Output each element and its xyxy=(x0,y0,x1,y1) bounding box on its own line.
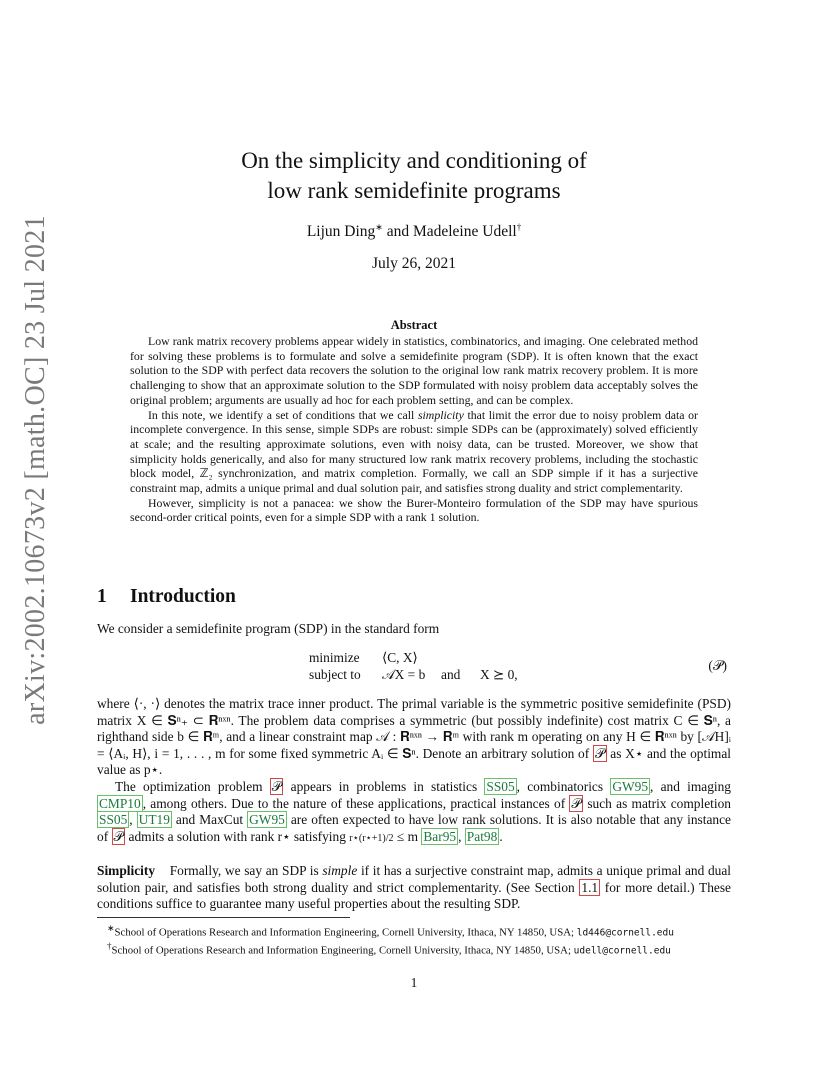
intro-p3-text-m: . xyxy=(499,828,503,844)
citation-gw95[interactable]: GW95 xyxy=(612,778,649,794)
citation-ss05[interactable]: SS05 xyxy=(99,812,128,828)
section-ref-link[interactable]: 1.1 xyxy=(581,879,599,895)
eq-subject-to-label: subject to xyxy=(309,667,361,682)
footnote-1-text: School of Operations Research and Information Engineering, Cornell University, Ithaca, NY 14850, USA; xyxy=(114,926,575,939)
date: July 26, 2021 xyxy=(372,255,456,272)
simplicity-text-b: if it has a surjective constraint map, admits a unique primal and dual solution pair, and satisfies both strong duality and strict complementarity. (See Section xyxy=(97,863,731,895)
intro-p2-text-a: where ⟨·, ·⟩ denotes the matrix trace inner product. The primal variable is the symmetric positive semidefinite (PSD) matrix X ∈ 𝐒ⁿ₊ ⊂ 𝐑ⁿˣⁿ. The problem data comprises a symmetric (but possibly indefinite) cost matrix C ∈ 𝐒ⁿ, a righthand side b ∈ 𝐑ᵐ, and a linear constraint map 𝒜 : 𝐑ⁿˣⁿ → 𝐑ᵐ with rank m operating on any H ∈ 𝐑ⁿˣⁿ by [𝒜H]ᵢ = ⟨Aᵢ, H⟩, i = 1, . . . , m for some fixed symmetric Aᵢ ∈ 𝐒ⁿ. Denote an arbitrary solution of xyxy=(97,696,731,761)
section-number: 1 xyxy=(97,586,107,607)
intro-p3-text-b: appears in problems in statistics xyxy=(283,778,485,794)
paper-title xyxy=(150,146,678,206)
section-heading xyxy=(97,586,737,608)
simplicity-emphasis: simple xyxy=(322,863,358,878)
author-1-mark: ∗ xyxy=(375,222,383,232)
author-2-mark: † xyxy=(516,222,522,232)
intro-p3-text-a: The optimization problem xyxy=(115,778,270,794)
intro-p3-text-c: , combinatorics xyxy=(516,778,611,794)
intro-p3-text-k: ≤ m xyxy=(393,828,422,844)
intro-p3-text-g: , xyxy=(129,812,137,828)
citation-pat98[interactable]: Pat98 xyxy=(466,828,498,844)
intro-p3-text-l: , xyxy=(458,828,465,844)
abstract-paragraph-1: Low rank matrix recovery problems appear widely in statistics, combinatorics, and imaging. One celebrated method for solving these problems is to formulate and solve a semidefinite program (SDP). It is often known that the exact solution to the SDP with perfect data recovers the solution to the original low rank matrix recovery problem. It is more challenging to show that an approximate solution to the SDP formulated with noisy problem data acceptably solves the original problem; arguments are usually ad hoc for each problem setting, and can be complex. xyxy=(130,334,698,407)
problem-ref-link[interactable]: 𝒫 xyxy=(271,778,282,794)
abstract-p2-text-b: that limit the error due to noisy problem data or incomplete convergence. In this sense, simple SDPs are robust: simple SDPs can be (approximately) solved efficiently at scale; and the resulting approximate solutions, even with noisy data, can be trusted. Moreover, we show that simplicity holds generically, and also for many structured low rank matrix recovery problems, including the stochastic block model, ℤ₂ synchronization, and matrix completion. Formally, we call an SDP simple if it has a surjective constraint map, admits a unique primal and dual solution pair, and satisfies strong duality and strict complementarity. xyxy=(130,407,698,496)
intro-paragraph-2 xyxy=(97,696,731,847)
citation-ss05[interactable]: SS05 xyxy=(486,778,515,794)
eq-and: and xyxy=(441,667,461,682)
abstract-p2-text-a: In this note, we identify a set of conditions that we call xyxy=(148,407,418,422)
footnotes xyxy=(97,922,731,958)
footnote-rule xyxy=(97,917,350,918)
footnote-1-mark: ∗ xyxy=(107,923,115,933)
footnote-1 xyxy=(97,922,731,940)
title-line-2: low rank semidefinite programs xyxy=(267,178,561,203)
problem-ref-link[interactable]: 𝒫 xyxy=(113,828,124,844)
arxiv-sidebar xyxy=(16,215,56,725)
abstract-paragraph-2 xyxy=(130,408,698,496)
citation-cmp10[interactable]: CMP10 xyxy=(99,795,141,811)
footnote-2-mark: † xyxy=(107,940,112,951)
eq-constraint-1: 𝒜X = b xyxy=(382,667,426,682)
abstract-paragraph-3: However, simplicity is not a panacea: we show the Burer-Monteiro formulation of the SDP may have spurious second-order critical points, even for a simple SDP with a rank 1 solution. xyxy=(130,495,698,525)
intro-p1-text: We consider a semidefinite program (SDP) in the standard form xyxy=(97,621,440,636)
eq-minimize-label: minimize xyxy=(309,650,360,665)
page-number: 1 xyxy=(410,975,418,990)
eq-tag: (𝒫) xyxy=(708,658,727,673)
title-line-1: On the simplicity and conditioning of xyxy=(241,148,587,173)
intro-paragraph-1 xyxy=(97,621,731,638)
intro-p3-text-d: , and imaging xyxy=(650,778,732,794)
problem-ref-link[interactable]: 𝒫 xyxy=(594,745,605,761)
intro-p3-text-e: , among others. Due to the nature of these applications, practical instances of xyxy=(142,795,570,811)
intro-p3-text-j: admits a solution with rank r⋆ satisfying xyxy=(125,828,350,844)
rank-bound-fraction: r⋆(r⋆+1)/2 xyxy=(349,832,394,844)
footnote-2-text: School of Operations Research and Information Engineering, Cornell University, Ithaca, NY 14850, USA; xyxy=(111,944,571,957)
footnote-2 xyxy=(97,940,731,958)
intro-p3-text-h: and MaxCut xyxy=(171,812,248,828)
simplicity-text-a: Formally, we say an SDP is xyxy=(169,863,323,878)
sdp-equation xyxy=(97,648,731,688)
simplicity-paragraph xyxy=(97,863,731,913)
author-1: Lijun Ding xyxy=(306,223,376,241)
intro-p3-text-f: such as matrix completion xyxy=(583,795,731,811)
citation-gw95[interactable]: GW95 xyxy=(249,812,285,828)
section-title: Introduction xyxy=(130,586,236,607)
intro-p3-text-i: are often expected to have low rank solutions. It is also notable that any instance of xyxy=(97,812,731,844)
citation-bar95[interactable]: Bar95 xyxy=(423,828,457,844)
abstract xyxy=(130,334,698,525)
email-link-1[interactable]: ld446@cornell.edu xyxy=(576,927,674,939)
intro-p2-text-b: as X⋆ and the optimal value as p⋆. xyxy=(97,745,731,778)
simplicity-heading: Simplicity xyxy=(97,863,156,878)
simplicity-text-c: for more detail.) These conditions suffice to guarantee many useful properties about the resulting SDP. xyxy=(97,879,731,912)
arxiv-identifier: arXiv:2002.10673v2 [math.OC] 23 Jul 2021 xyxy=(20,215,51,725)
citation-ut19[interactable]: UT19 xyxy=(138,812,170,828)
eq-constraint-2: X ⪰ 0, xyxy=(480,667,518,682)
abstract-p2-emphasis: simplicity xyxy=(417,407,464,422)
problem-ref-link[interactable]: 𝒫 xyxy=(571,795,582,811)
email-link-2[interactable]: udell@cornell.edu xyxy=(573,945,671,957)
author-2: and Madeleine Udell xyxy=(382,223,517,241)
authors xyxy=(150,222,678,241)
intro-paragraph-3 xyxy=(97,779,731,847)
eq-objective: ⟨C, X⟩ xyxy=(382,650,418,665)
abstract-heading: Abstract xyxy=(390,318,438,332)
